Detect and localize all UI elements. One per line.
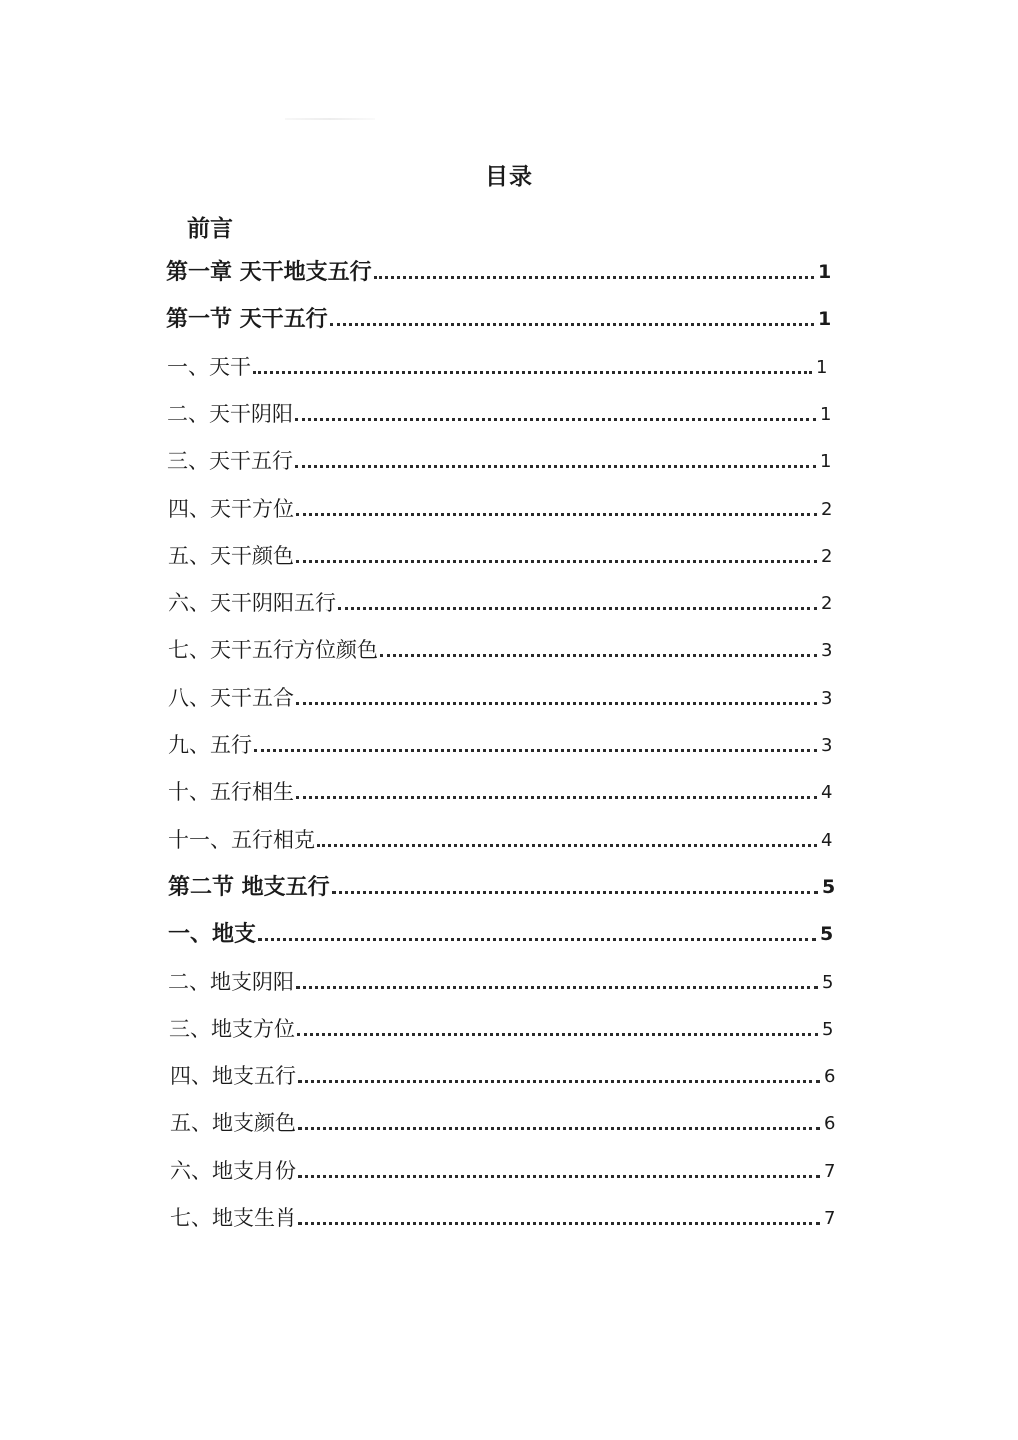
toc-entry-label: 第一节 天干五行: [166, 307, 328, 333]
toc-entry-label: 六、地支月份: [170, 1158, 296, 1183]
toc-entry[interactable]: [168, 489, 835, 523]
dot-leader: [332, 891, 818, 894]
dot-leader: [380, 654, 817, 657]
dot-leader: [296, 796, 817, 799]
dot-leader: [258, 938, 816, 941]
toc-entry-page: 2: [821, 545, 833, 567]
toc-entry[interactable]: [170, 1198, 838, 1232]
toc-entry-page: 3: [821, 687, 833, 709]
dot-leader: [297, 1033, 818, 1036]
toc-entry-label: 八、天干五合: [168, 685, 294, 710]
toc-entry[interactable]: [168, 630, 835, 664]
toc-entry-page: 1: [820, 403, 832, 425]
toc-entry-page: 5: [820, 923, 834, 946]
toc-entry-page: 6: [824, 1113, 836, 1135]
toc-entry-label: 九、五行: [168, 733, 252, 757]
toc-entry[interactable]: [170, 1103, 838, 1137]
toc-entry[interactable]: [168, 867, 836, 901]
toc-entry[interactable]: [167, 441, 834, 475]
toc-entry-page: 4: [821, 782, 833, 804]
toc-entry-label: 一、天干: [167, 354, 251, 379]
toc-entry[interactable]: [168, 678, 835, 712]
dot-leader: [296, 702, 817, 705]
toc-entry-page: 1: [820, 451, 832, 473]
toc-entry-label: 五、天干颜色: [168, 543, 294, 568]
toc-entry-page: 1: [818, 308, 832, 331]
dot-leader: [295, 418, 816, 421]
toc-entry-label: 十、五行相生: [168, 780, 294, 805]
toc-entry-page: 1: [818, 261, 832, 283]
toc-entry-label: 第一章 天干地支五行: [166, 260, 372, 285]
toc-entry-label: 六、天干阴阳五行: [168, 591, 336, 616]
dot-leader: [296, 986, 818, 989]
toc-entry-label: 三、天干五行: [167, 449, 293, 474]
toc-entry-label: 一、地支: [168, 922, 257, 948]
toc-entry[interactable]: [168, 583, 835, 617]
toc-entry-label: 三、地支方位: [169, 1016, 295, 1041]
dot-leader: [330, 323, 814, 326]
toc-entry-label: 七、天干五行方位颜色: [168, 638, 378, 663]
dot-leader: [295, 465, 816, 468]
dot-leader: [298, 1222, 820, 1225]
toc-entry-label: 十一、五行相克: [168, 827, 315, 852]
dot-leader: [298, 1175, 820, 1178]
toc-entry-label: 二、地支阴阳: [168, 969, 294, 994]
toc-entry-page: 7: [824, 1160, 836, 1182]
toc-entry[interactable]: [166, 252, 832, 286]
toc-entry-page: 5: [822, 1018, 834, 1040]
toc-entry-page: 2: [821, 593, 833, 615]
dot-leader: [338, 607, 817, 610]
toc-entry[interactable]: [170, 1151, 838, 1185]
toc-entry-page: 5: [822, 971, 834, 993]
toc-entry[interactable]: [168, 820, 835, 854]
toc-entry[interactable]: [168, 914, 834, 948]
dot-leader: [296, 560, 817, 563]
toc-entry-label: 二、天干阴阳: [167, 401, 293, 426]
toc-entry[interactable]: [166, 299, 832, 333]
toc-entry[interactable]: [170, 1056, 838, 1090]
toc-entry[interactable]: [168, 962, 836, 996]
dot-leader: [298, 1127, 820, 1130]
toc-entry-page: 4: [821, 829, 833, 851]
toc-entry-label: 五、地支颜色: [170, 1111, 296, 1136]
toc-entry[interactable]: [168, 725, 835, 759]
dot-leader: [296, 513, 817, 516]
toc-entry[interactable]: [167, 394, 834, 428]
toc-entry[interactable]: [167, 347, 830, 381]
toc-entry-page: 1: [816, 356, 828, 378]
toc-entry[interactable]: [168, 536, 835, 570]
toc-entry[interactable]: [169, 1009, 836, 1043]
toc-title: 目录: [485, 164, 533, 190]
toc-preface: 前言: [187, 216, 233, 242]
dot-leader: [254, 749, 817, 752]
dot-leader: [317, 844, 817, 847]
toc-entry-page: 6: [824, 1066, 836, 1088]
toc-entry-label: 第二节 地支五行: [168, 874, 330, 900]
toc-entry[interactable]: [168, 772, 835, 806]
toc-entry-page: 5: [822, 875, 836, 898]
toc-entry-label: 四、天干方位: [168, 496, 294, 521]
scan-artifact: [285, 118, 375, 120]
dot-leader: [253, 371, 812, 374]
toc-entry-page: 2: [821, 498, 833, 520]
toc-entry-page: 3: [821, 735, 833, 756]
toc-entry-label: 四、地支五行: [170, 1064, 296, 1089]
dot-leader: [298, 1080, 820, 1083]
toc-entry-page: 7: [824, 1208, 836, 1229]
toc-entry-page: 3: [821, 640, 833, 662]
toc-entry-label: 七、地支生肖: [170, 1206, 296, 1230]
dot-leader: [374, 276, 814, 279]
